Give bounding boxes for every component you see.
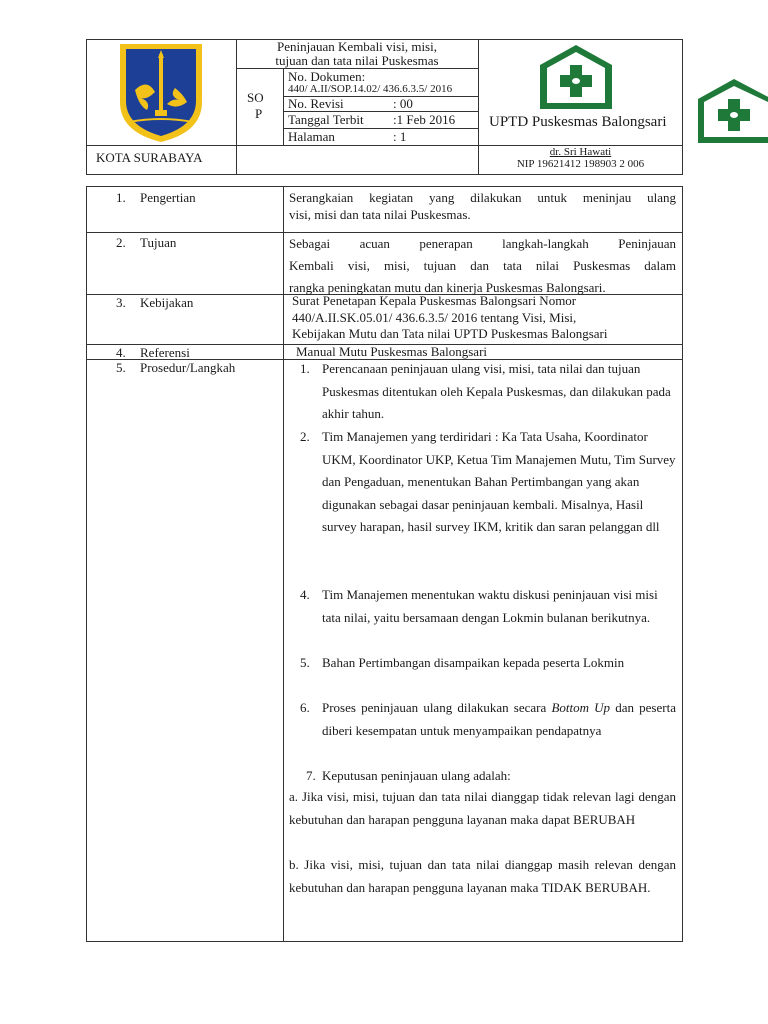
text-line: Serangkaian kegiatan yang dilakukan untuk meninjau ulang [289,190,676,205]
text-line: 440/A.II.SK.05.01/ 436.6.3.5/ 2016 tentang Visi, Misi, [292,309,577,325]
signer-nip: NIP 19621412 198903 2 006 [516,158,645,170]
section-number: 3. [116,295,126,310]
section-label-tujuan: Tujuan [140,235,177,250]
puskesmas-logo-icon [698,77,768,145]
step-text-italic: Bottom Up [551,700,611,715]
kebijakan-text [292,293,678,343]
document-title-line: tujuan dan tata nilai Puskesmas [275,53,439,68]
step-text: Perencanaan peninjauan ulang visi, misi, tata nilai dan tujuan Puskesmas ditentukan oleh Kepala Puskesmas, dan dilakukan pada akhir tahun. [322,361,671,421]
no-dokumen-label: No. Dokumen: [288,69,366,84]
section-label-referensi: Referensi [140,345,190,360]
document-title-line: Peninjauan Kembali visi, misi, [277,39,437,54]
section-number: 1. [116,190,126,205]
text-line: Sebagai acuan penerapan langkah-langkah Peninjauan [289,236,676,251]
tujuan-text [289,233,676,299]
step-text [322,697,676,742]
sop-label [247,90,264,122]
step-number: 1. [300,361,310,376]
surabaya-emblem-icon [117,40,205,144]
section-number: 4. [116,345,126,360]
section-label-prosedur: Prosedur/Langkah [140,360,236,375]
procedure-step [300,426,676,539]
procedure-step [300,652,676,675]
pengertian-text [289,189,676,223]
step-number: 4. [300,587,310,602]
no-dokumen-value: 440/ A.II/SOP.14.02/ 436.6.3.5/ 2016 [288,83,453,95]
no-revisi-value: : 00 [393,96,413,111]
text-line: Kebijakan Mutu dan Tata nilai UPTD Puskesmas Balongsari [292,326,608,341]
step-text: Keputusan peninjauan ulang adalah: [322,768,511,783]
section-label-kebijakan: Kebijakan [140,295,194,310]
step-number: 7. [306,768,316,783]
procedure-step [300,697,676,742]
referensi-text: Manual Mutu Puskesmas Balongsari [296,344,488,359]
step-text-part: Proses peninjauan ulang dilakukan secara [322,700,552,715]
signer-name: dr. Sri Hawati [549,146,612,158]
outcome-paragraph: b. Jika visi, misi, tujuan dan tata nilai dianggap masih relevan dengan kebutuhan dan harapan pengguna layanan maka TIDAK BERUBAH. [289,857,676,895]
step-number: 5. [300,655,310,670]
puskesmas-logo-icon [538,43,614,111]
text-line: Kembali visi, misi, tujuan dan tata nilai Puskesmas dalam [289,258,676,273]
no-revisi-label: No. Revisi [288,96,344,111]
sop-label-line: SO [247,90,264,105]
step-number: 2. [300,429,310,444]
org-name: UPTD Puskesmas Balongsari [489,114,667,130]
step-text: Tim Manajemen menentukan waktu diskusi peninjauan visi misi tata nilai, yaitu bersamaan dengan Lokmin bulanan berikutnya. [322,587,658,625]
tanggal-terbit-label: Tanggal Terbit [288,112,364,127]
section-number: 5. [116,360,126,375]
content-column-divider [283,186,284,942]
text-line: visi, misi dan tata nilai Puskesmas. [289,207,471,222]
sop-label-line: P [255,106,263,121]
halaman-value: : 1 [393,129,407,144]
procedure-step [300,584,676,629]
text-line: rangka peningkatan mutu dan kinerja Puskesmas Balongsari. [289,280,606,295]
header-divider [283,68,284,145]
step-text: Bahan Pertimbangan disampaikan kepada peserta Lokmin [322,655,625,670]
section-label-pengertian: Pengertian [140,190,196,205]
step-text-part: dan peserta diberi kesempatan untuk menyampaikan pendapatnya [322,700,676,738]
outcome-paragraph: a. Jika visi, misi, tujuan dan tata nilai dianggap tidak relevan lagi dengan kebutuhan dan harapan pengguna layanan maka dapat BERUBAH [289,789,676,827]
step-text: Tim Manajemen yang terdiridari : Ka Tata Usaha, Koordinator UKM, Koordinator UKP, Ketua Tim Manajemen Mutu, Tim Survey dan Pengaduan, menentukan Bahan Pertimbangan yang akan digunakan sebagai dasar peninjauan kembali. Misalnya, Hasil survey harapan, hasil survey IKM, kritik dan saran pelanggan dll [322,429,676,534]
text-line: Surat Penetapan Kepala Puskesmas Balongsari Nomor [292,293,577,308]
section-number: 2. [116,235,126,250]
procedure-step [300,765,676,788]
procedure-step [300,358,676,426]
tanggal-terbit-value: :1 Feb 2016 [393,112,456,127]
halaman-label: Halaman [288,129,335,144]
step-number: 6. [300,700,310,715]
document-title [236,40,478,68]
city-name: KOTA SURABAYA [96,150,203,165]
